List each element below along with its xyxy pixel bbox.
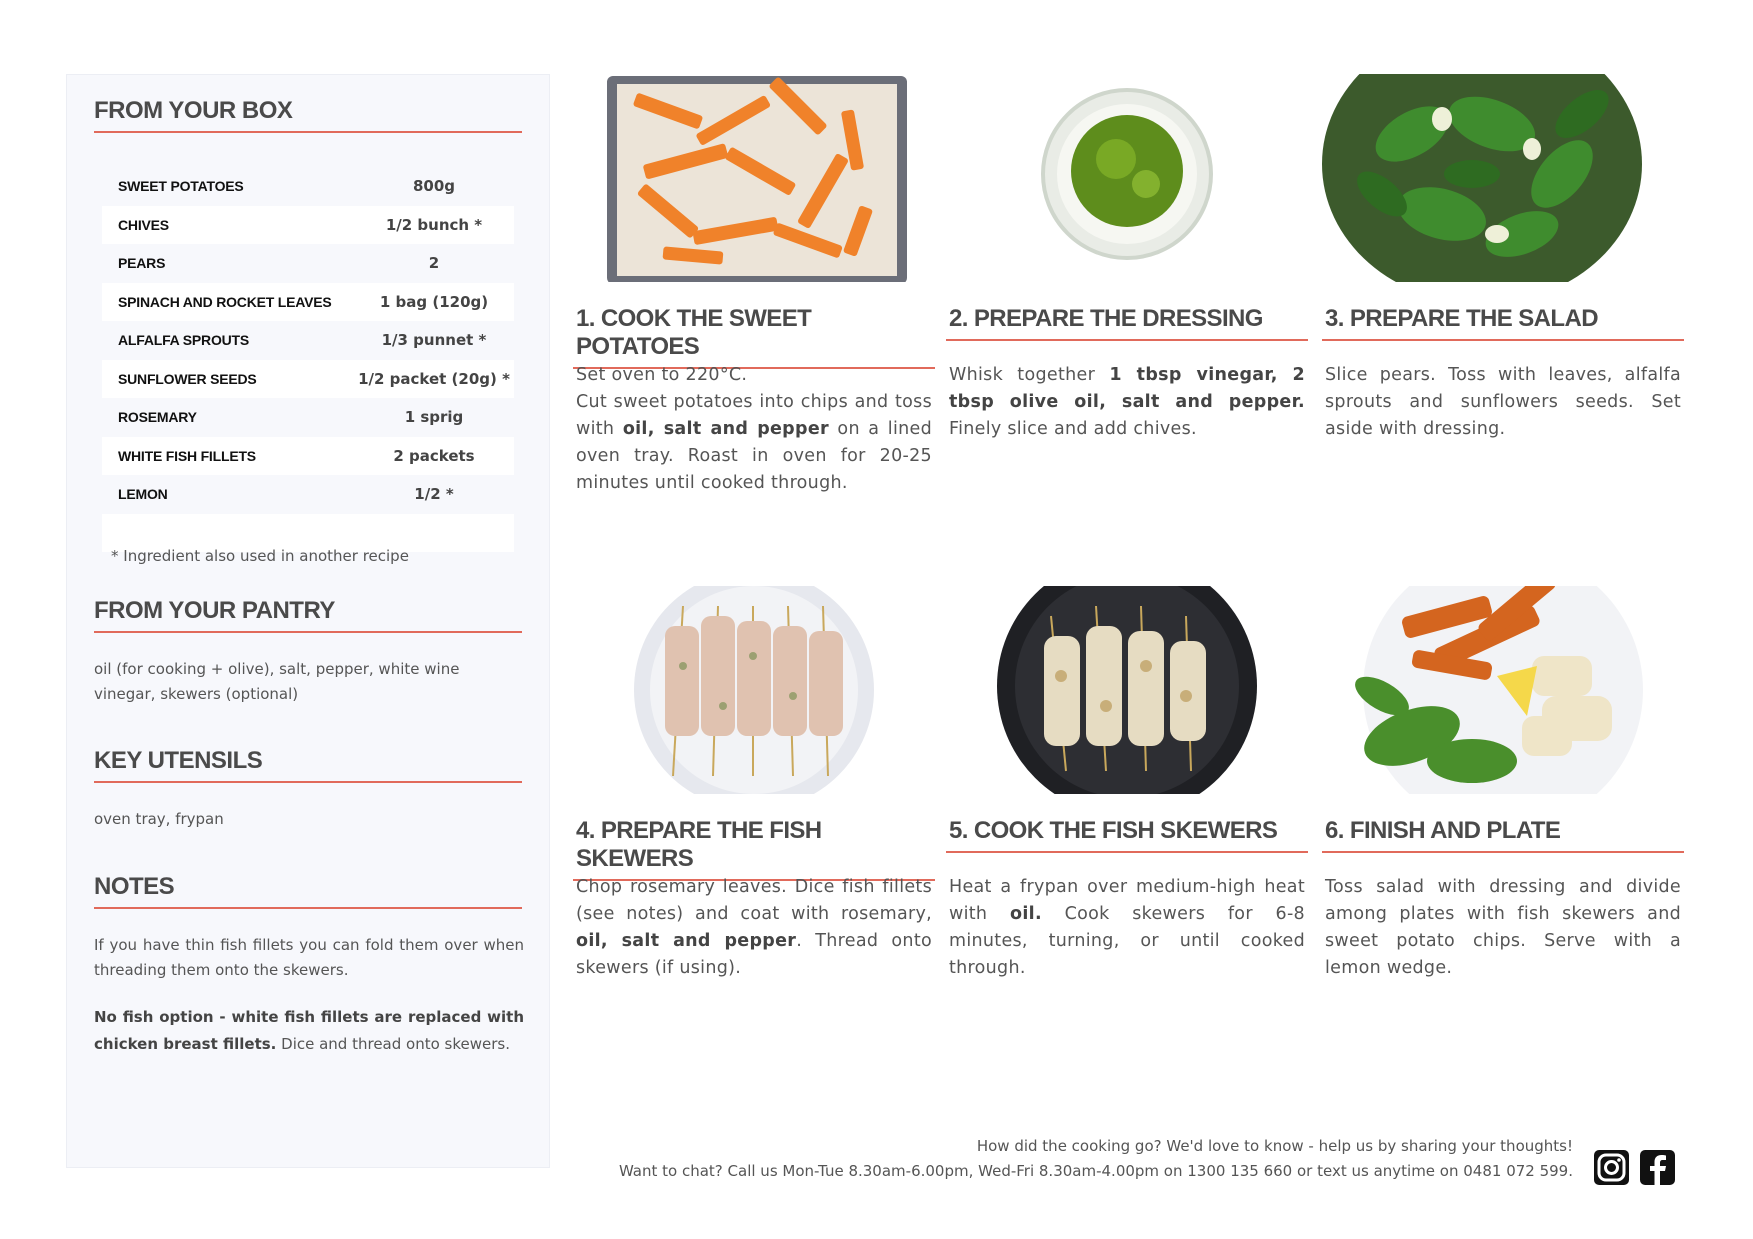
utensils-text: oven tray, frypan	[94, 810, 224, 828]
ingredient-quantity: 1 sprig	[404, 408, 464, 427]
feedback-line: How did the cooking go? We'd love to know - help us by sharing your thoughts!	[976, 1137, 1573, 1155]
from-your-box-heading: FROM YOUR BOX	[94, 97, 522, 133]
no-fish-note	[94, 1004, 524, 1058]
step-3-text: Slice pears. Toss with leaves, alfalfa sprouts and sunflowers seeds. Set aside with dressing.	[1325, 365, 1681, 439]
ingredient-row	[102, 321, 514, 360]
step-5-photo	[946, 586, 1308, 794]
ingredient-quantity: 1/3 punnet *	[381, 331, 487, 350]
step-3-photo	[1322, 74, 1684, 282]
ingredient-row	[102, 360, 514, 399]
ingredient-name: SWEET POTATOES	[118, 178, 244, 195]
sidebar	[66, 74, 550, 1168]
ingredient-name: LEMON	[118, 486, 168, 503]
ingredient-list	[102, 167, 514, 514]
step-6-text: Toss salad with dressing and divide among plates with fish skewers and sweet potato chips. Serve with a lemon wedge.	[1325, 877, 1681, 978]
ingredient-row	[102, 437, 514, 476]
step-5-text-b: Cook skewers for 6-8 minutes, turning, or until cooked through.	[949, 904, 1305, 978]
step-6-photo	[1322, 586, 1684, 794]
key-utensils-heading: KEY UTENSILS	[94, 747, 522, 783]
ingredient-name: ROSEMARY	[118, 409, 197, 426]
step-4-text-b: . Thread onto skewers (if using).	[576, 931, 932, 978]
step-1-photo	[573, 74, 935, 282]
pantry-text: oil (for cooking + olive), salt, pepper, white wine vinegar, skewers (optional)	[94, 660, 460, 703]
ingredient-quantity: 1/2 packet (20g) *	[358, 369, 510, 388]
ingredient-quantity: 800g	[412, 177, 456, 196]
step-2-text-bold: 1 tbsp vinegar, 2 tbsp olive oil, salt and pepper.	[949, 365, 1305, 412]
ingredient-row	[102, 244, 514, 283]
ingredient-quantity: 2	[428, 254, 440, 273]
no-fish-note-bold: No fish option - white fish fillets are replaced with chicken breast fillets.	[94, 1008, 524, 1053]
step-4-text	[576, 874, 932, 982]
step-5-text-bold: oil.	[1010, 904, 1042, 924]
step-4-text-a: Chop rosemary leaves. Dice fish fillets (see notes) and coat with rosemary,	[576, 877, 932, 924]
facebook-icon[interactable]	[1640, 1150, 1675, 1185]
ingredient-name: SUNFLOWER SEEDS	[118, 370, 257, 387]
ingredient-row	[102, 398, 514, 437]
step-2-photo	[946, 74, 1308, 282]
ingredient-footnote: * Ingredient also used in another recipe	[111, 547, 409, 565]
step-3-title: 3. PREPARE THE SALAD	[1322, 305, 1684, 341]
step-1-text-a: Set oven to 220°C.	[576, 365, 748, 385]
notes-text: If you have thin fish fillets you can fold them over when threading them onto the skewers.	[94, 936, 524, 979]
ingredient-name: PEARS	[118, 255, 166, 272]
ingredient-name: CHIVES	[118, 216, 169, 233]
ingredient-row	[102, 283, 514, 322]
step-1-text-b: Cut sweet potatoes into chips and toss with	[576, 392, 932, 439]
notes-heading: NOTES	[94, 873, 522, 909]
step-1-text-bold: oil, salt and pepper	[622, 419, 829, 439]
ingredient-row	[102, 475, 514, 514]
step-2-title: 2. PREPARE THE DRESSING	[946, 305, 1308, 341]
step-2-text-b: Finely slice and add chives.	[949, 419, 1197, 439]
step-4-text-bold: oil, salt and pepper	[576, 931, 797, 951]
no-fish-note-rest: Dice and thread onto skewers.	[276, 1035, 510, 1053]
step-4-photo	[573, 586, 935, 794]
ingredient-name: WHITE FISH FILLETS	[118, 447, 256, 464]
step-2-text	[949, 362, 1305, 443]
step-4-title: 4. PREPARE THE FISH SKEWERS	[573, 817, 935, 881]
step-2-text-a: Whisk together	[949, 365, 1110, 385]
step-5-text	[949, 874, 1305, 982]
from-your-pantry-heading: FROM YOUR PANTRY	[94, 597, 522, 633]
step-1-title: 1. COOK THE SWEET POTATOES	[573, 305, 935, 369]
ingredient-quantity: 1/2 *	[414, 485, 454, 504]
ingredient-quantity: 2 packets	[393, 446, 475, 465]
contact-line: Want to chat? Call us Mon-Tue 8.30am-6.00pm, Wed-Fri 8.30am-4.00pm on 1300 135 660 or text us anytime on 0481 072 599.	[618, 1162, 1573, 1180]
step-5-text-a: Heat a frypan over medium-high heat with	[949, 877, 1305, 924]
step-5-title: 5. COOK THE FISH SKEWERS	[946, 817, 1308, 853]
ingredient-quantity: 1 bag (120g)	[379, 292, 489, 311]
instagram-icon[interactable]	[1594, 1150, 1629, 1185]
ingredient-row	[102, 167, 514, 206]
step-6-title: 6. FINISH AND PLATE	[1322, 817, 1684, 853]
ingredient-quantity: 1/2 bunch *	[385, 215, 483, 234]
ingredient-row	[102, 206, 514, 245]
step-1-text-c: on a lined oven tray. Roast in oven for 20-25 minutes until cooked through.	[576, 419, 933, 493]
ingredient-name: SPINACH AND ROCKET LEAVES	[118, 293, 332, 310]
ingredient-name: ALFALFA SPROUTS	[118, 332, 250, 349]
step-1-text	[576, 362, 932, 497]
